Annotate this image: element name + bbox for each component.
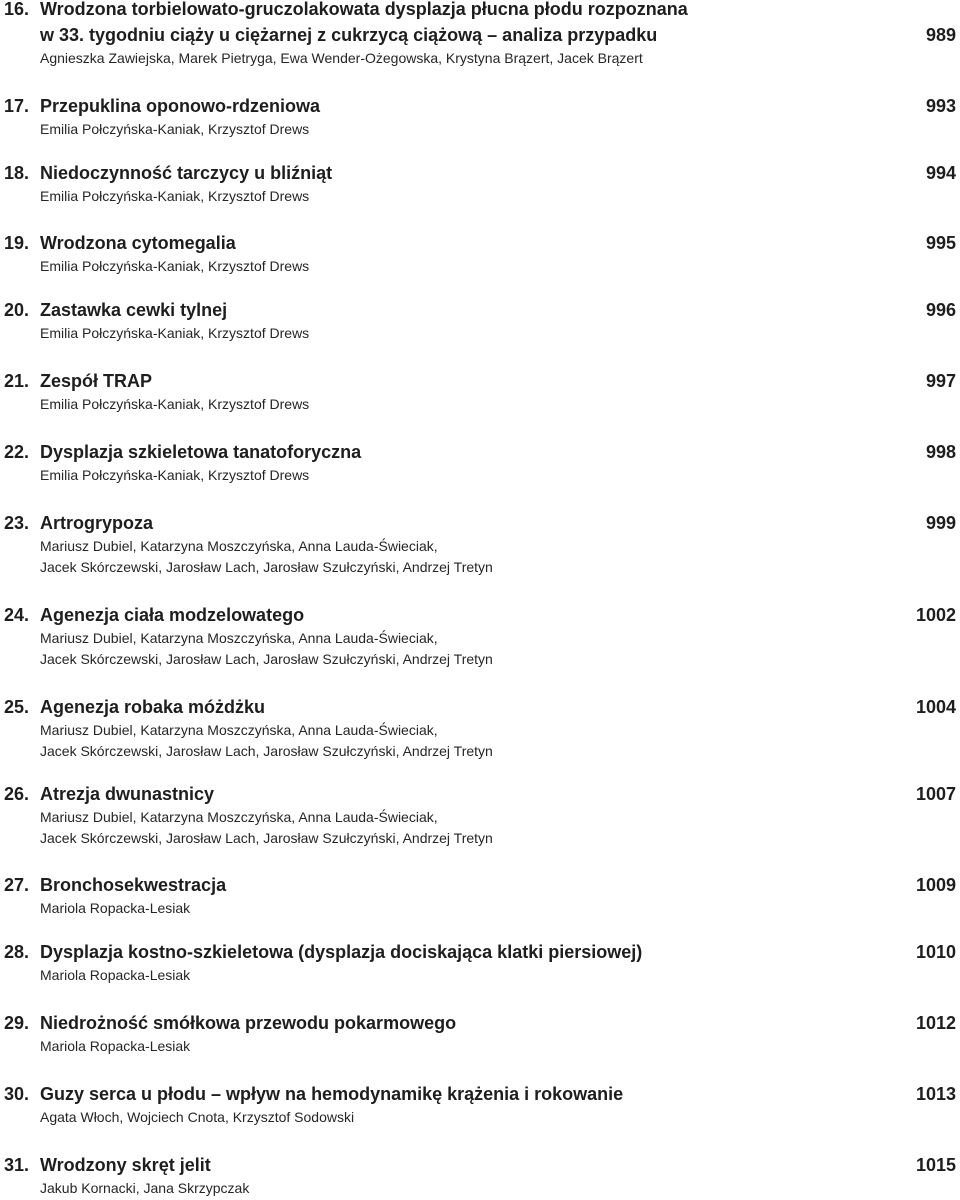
entry-number: 25.	[4, 697, 30, 717]
entry-page-number: 997	[925, 371, 956, 391]
entry-title: Agenezja ciała modzelowatego	[40, 605, 305, 625]
toc-entry-22[interactable]	[0, 439, 960, 486]
entry-title: Bronchosekwestracja	[40, 875, 227, 895]
entry-title: Wrodzony skręt jelit	[40, 1155, 211, 1175]
toc-entry-29[interactable]	[0, 1010, 960, 1057]
entry-page-number: 1015	[915, 1155, 956, 1175]
entry-authors: Jakub Kornacki, Jana Skrzypczak	[40, 1180, 250, 1196]
entry-title-line-1: Wrodzona torbielowato-gruczolakowata dysplazja płucna płodu rozpoznana	[40, 0, 688, 19]
entry-title-row	[0, 602, 960, 628]
entry-number: 24.	[4, 605, 30, 625]
entry-authors-line-1: Mariusz Dubiel, Katarzyna Moszczyńska, Anna Lauda-Świeciak,	[40, 809, 438, 825]
toc-entry-19[interactable]	[0, 230, 960, 277]
toc-entry-24[interactable]	[0, 602, 960, 670]
entry-title: Guzy serca u płodu – wpływ na hemodynamikę krążenia i rokowanie	[40, 1084, 624, 1104]
entry-title-row	[0, 439, 960, 465]
entry-number: 31.	[4, 1155, 30, 1175]
entry-authors-line-2: Jacek Skórczewski, Jarosław Lach, Jarosław Szułczyński, Andrzej Tretyn	[40, 743, 493, 759]
entry-page-number: 994	[925, 163, 956, 183]
entry-title: Wrodzona cytomegalia	[40, 233, 236, 253]
entry-page-number: 1012	[915, 1013, 956, 1033]
entry-authors: Emilia Połczyńska-Kaniak, Krzysztof Drews	[40, 188, 310, 204]
entry-title-row	[0, 939, 960, 965]
entry-number: 27.	[4, 875, 30, 895]
entry-number: 17.	[4, 96, 30, 116]
toc-entry-23[interactable]	[0, 510, 960, 578]
entry-title-row	[0, 297, 960, 323]
entry-authors-line-2: Jacek Skórczewski, Jarosław Lach, Jarosław Szułczyński, Andrzej Tretyn	[40, 559, 493, 575]
entry-title-row	[0, 1152, 960, 1178]
entry-title: Przepuklina oponowo-rdzeniowa	[40, 96, 321, 116]
entry-title-row	[0, 781, 960, 807]
entry-authors: Emilia Połczyńska-Kaniak, Krzysztof Drews	[40, 467, 310, 483]
entry-title: Agenezja robaka móżdżku	[40, 697, 266, 717]
entry-title: Dysplazja szkieletowa tanatoforyczna	[40, 442, 362, 462]
entry-number: 21.	[4, 371, 30, 391]
entry-title-row	[0, 1081, 960, 1107]
entry-number: 30.	[4, 1084, 30, 1104]
entry-authors-line-2: Jacek Skórczewski, Jarosław Lach, Jarosław Szułczyński, Andrzej Tretyn	[40, 830, 493, 846]
entry-authors-line-2: Jacek Skórczewski, Jarosław Lach, Jarosław Szułczyński, Andrzej Tretyn	[40, 651, 493, 667]
entry-number: 22.	[4, 442, 30, 462]
toc-entry-30[interactable]	[0, 1081, 960, 1128]
toc-entry-17[interactable]	[0, 93, 960, 140]
entry-page-number: 1010	[915, 942, 956, 962]
entry-number: 28.	[4, 942, 30, 962]
toc-entry-28[interactable]	[0, 939, 960, 986]
toc-entry-27[interactable]	[0, 872, 960, 919]
entry-page-number: 996	[925, 300, 956, 320]
entry-authors: Agnieszka Zawiejska, Marek Pietryga, Ewa Wender-Ożegowska, Krystyna Brązert, Jacek Brązert	[40, 50, 643, 66]
entry-title: Niedrożność smółkowa przewodu pokarmowego	[40, 1013, 457, 1033]
entry-number: 19.	[4, 233, 30, 253]
entry-title-row	[0, 510, 960, 536]
toc-entry-20[interactable]	[0, 297, 960, 344]
entry-title: Niedoczynność tarczycy u bliźniąt	[40, 163, 333, 183]
entry-authors: Mariola Ropacka-Lesiak	[40, 967, 191, 983]
entry-authors: Emilia Połczyńska-Kaniak, Krzysztof Drews	[40, 258, 310, 274]
entry-title-row	[0, 872, 960, 898]
entry-authors: Emilia Połczyńska-Kaniak, Krzysztof Drews	[40, 396, 310, 412]
entry-title: Zastawka cewki tylnej	[40, 300, 228, 320]
entry-number: 26.	[4, 784, 30, 804]
entry-page-number: 995	[925, 233, 956, 253]
entry-page-number: 1013	[915, 1084, 956, 1104]
entry-title-line-2: w 33. tygodniu ciąży u ciężarnej z cukrzycą ciążową – analiza przypadku	[40, 25, 658, 45]
entry-authors-line-1: Mariusz Dubiel, Katarzyna Moszczyńska, Anna Lauda-Świeciak,	[40, 538, 438, 554]
entry-title: Atrezja dwunastnicy	[40, 784, 215, 804]
entry-authors: Agata Włoch, Wojciech Cnota, Krzysztof Sodowski	[40, 1109, 355, 1125]
entry-title-row	[0, 160, 960, 186]
entry-authors-line-1: Mariusz Dubiel, Katarzyna Moszczyńska, Anna Lauda-Świeciak,	[40, 722, 438, 738]
entry-page-number: 1002	[915, 605, 956, 625]
entry-title-row	[0, 694, 960, 720]
entry-page-number: 999	[925, 513, 956, 533]
entry-title-row	[0, 368, 960, 394]
entry-authors: Mariola Ropacka-Lesiak	[40, 900, 191, 916]
toc-entry-31[interactable]	[0, 1152, 960, 1199]
entry-number: 23.	[4, 513, 30, 533]
toc-entry-16[interactable]	[0, 0, 960, 69]
entry-title-row	[0, 93, 960, 119]
toc-entry-21[interactable]	[0, 368, 960, 415]
entry-number: 18.	[4, 163, 30, 183]
entry-number: 20.	[4, 300, 30, 320]
entry-authors: Emilia Połczyńska-Kaniak, Krzysztof Drews	[40, 121, 310, 137]
entry-number: 16.	[4, 0, 30, 19]
entry-authors-line-1: Mariusz Dubiel, Katarzyna Moszczyńska, Anna Lauda-Świeciak,	[40, 630, 438, 646]
entry-page-number: 1009	[915, 875, 956, 895]
entry-page-number: 998	[925, 442, 956, 462]
toc-entry-18[interactable]	[0, 160, 960, 207]
entry-page-number: 993	[925, 96, 956, 116]
toc-entry-26[interactable]	[0, 781, 960, 849]
entry-page-number: 989	[925, 25, 956, 45]
entry-page-number: 1004	[915, 697, 956, 717]
entry-authors: Mariola Ropacka-Lesiak	[40, 1038, 191, 1054]
entry-title-row	[0, 1010, 960, 1036]
entry-title-row	[0, 0, 960, 48]
toc-entry-25[interactable]	[0, 694, 960, 762]
entry-page-number: 1007	[915, 784, 956, 804]
entry-title-row	[0, 230, 960, 256]
entry-title: Dysplazja kostno-szkieletowa (dysplazja dociskająca klatki piersiowej)	[40, 942, 643, 962]
entry-number: 29.	[4, 1013, 30, 1033]
entry-title: Artrogrypoza	[40, 513, 154, 533]
entry-title: Zespół TRAP	[40, 371, 153, 391]
entry-authors: Emilia Połczyńska-Kaniak, Krzysztof Drews	[40, 325, 310, 341]
